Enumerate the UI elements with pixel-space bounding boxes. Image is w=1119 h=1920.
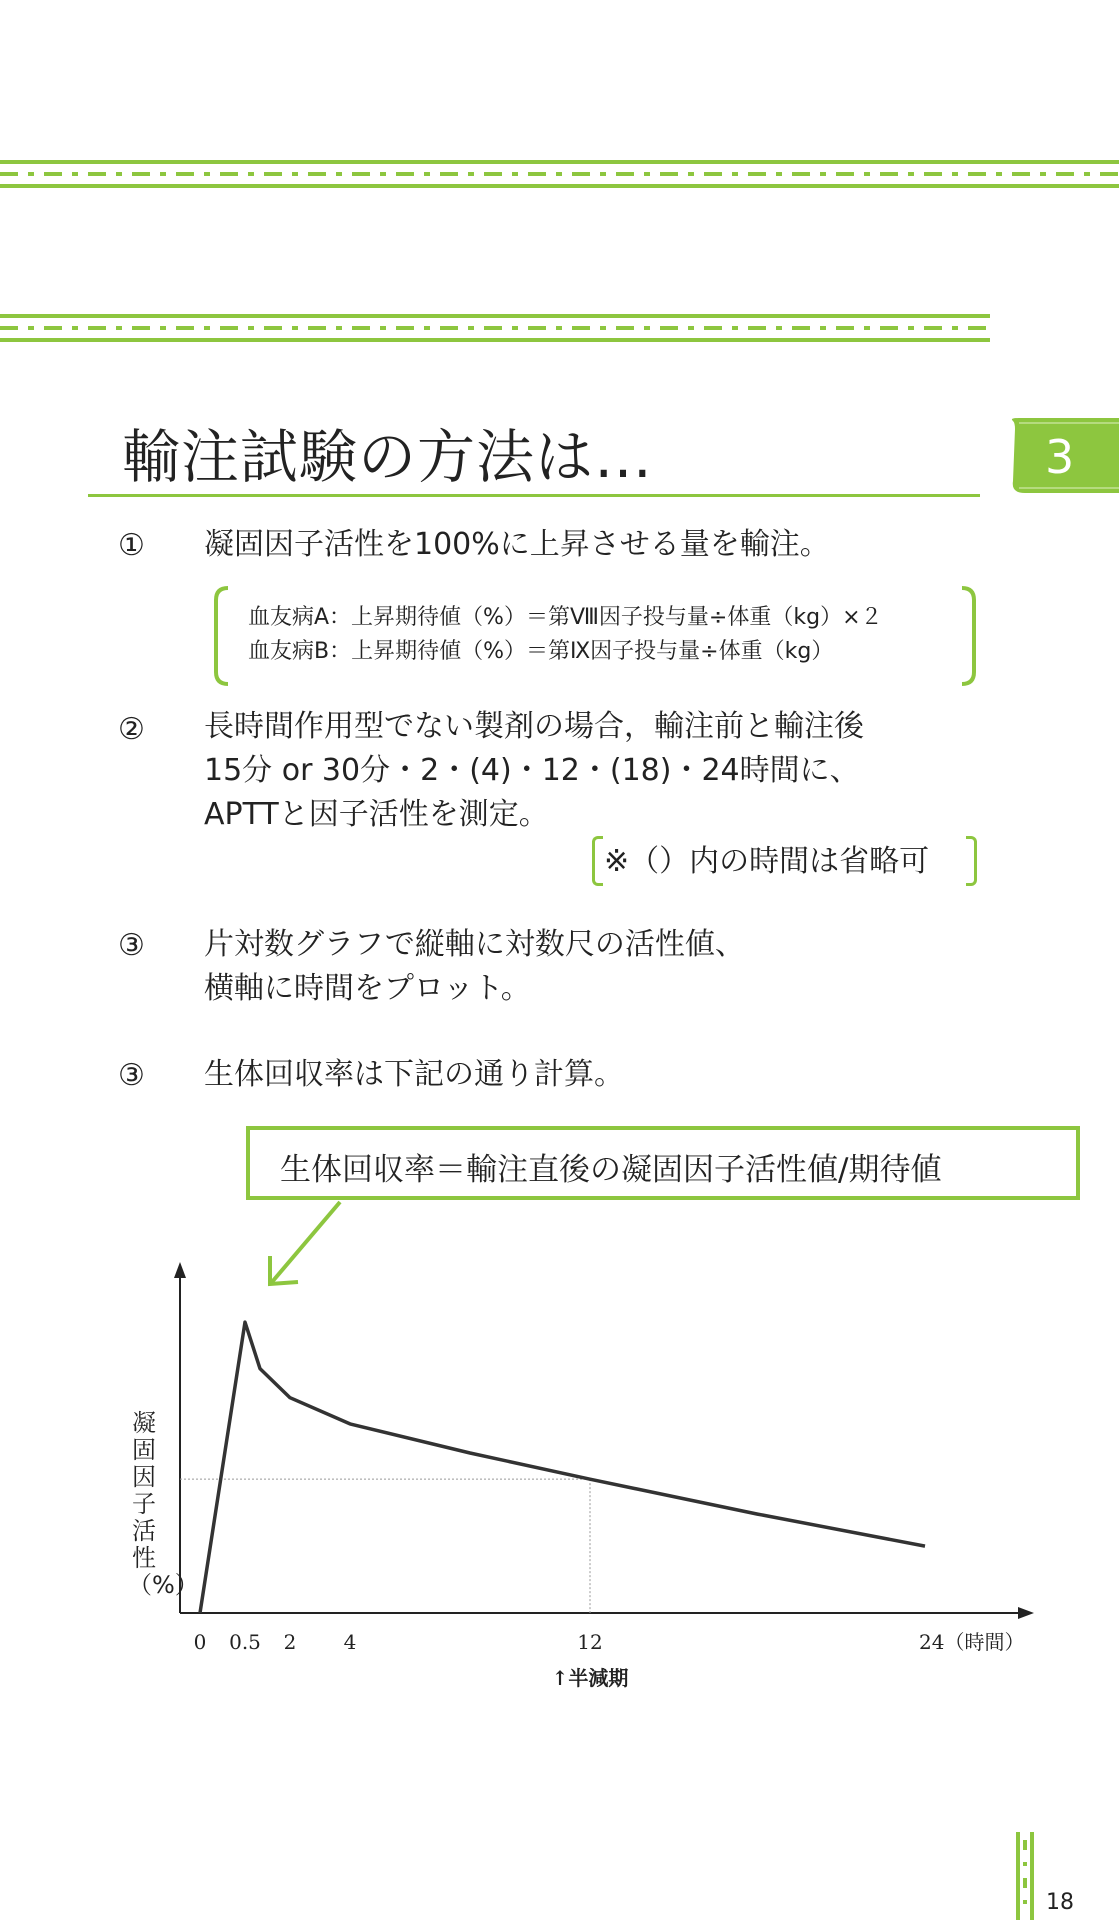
activity-curve xyxy=(200,1322,925,1613)
step-1-text: 凝固因子活性を100%に上昇させる量を輸注。 xyxy=(204,527,830,562)
step-3-line-2: 横軸に時間をプロット。 xyxy=(204,971,531,1006)
x-tick-label: 0.5 xyxy=(229,1630,261,1654)
step-marker-1: ① xyxy=(118,528,145,563)
mid-band xyxy=(0,314,990,342)
step-2-line-1: 長時間作用型でない製剤の場合，輸注前と輸注後 xyxy=(204,709,864,744)
formula-hemophilia-b: 血友病B：上昇期待値（%）＝第Ⅸ因子投与量÷体重（kg） xyxy=(248,639,834,664)
half-life-chart xyxy=(120,1260,1060,1700)
note-bracket-left xyxy=(592,836,603,886)
page-marker-bar xyxy=(1016,1832,1034,1920)
chart-y-label: 凝固因子活性（%） xyxy=(128,1409,199,1599)
step-marker-2: ② xyxy=(118,712,145,747)
x-tick-label: 4 xyxy=(343,1630,357,1654)
x-tick-label: 2 xyxy=(283,1630,297,1654)
callout-text: 生体回収率＝輸注直後の凝固因子活性値/期待値 xyxy=(280,1152,942,1188)
step-2-line-2: 15分 or 30分・2・(4)・12・(18)・24時間に、 xyxy=(204,753,860,788)
step-marker-4: ③ xyxy=(118,1058,145,1093)
page-number: 18 xyxy=(1046,1890,1074,1915)
step-3-line-1: 片対数グラフで縦軸に対数尺の活性値、 xyxy=(204,927,745,962)
page-title: 輸注試験の方法は… xyxy=(122,423,654,491)
half-life-label: ↑半減期 xyxy=(551,1666,629,1690)
x-tick-label: 12 xyxy=(577,1630,603,1654)
step-2-line-3: APTTと因子活性を測定。 xyxy=(204,797,549,832)
y-axis-arrow xyxy=(174,1262,186,1278)
note-text: ※（）内の時間は省略可 xyxy=(604,844,930,879)
formula-hemophilia-a: 血友病A：上昇期待値（%）＝第Ⅷ因子投与量÷体重（kg）×２ xyxy=(248,605,883,630)
step-4-text: 生体回収率は下記の通り計算。 xyxy=(204,1057,624,1092)
x-axis-arrow xyxy=(1018,1607,1034,1619)
x-tick-label: 0 xyxy=(193,1630,207,1654)
note-bracket-right xyxy=(966,836,977,886)
x-tick-label: 24（時間） xyxy=(919,1630,1025,1654)
recovery-formula-callout xyxy=(246,1126,1080,1200)
title-underline xyxy=(88,494,980,497)
chapter-number: 3 xyxy=(1045,430,1075,484)
step-marker-3: ③ xyxy=(118,928,145,963)
top-band xyxy=(0,160,1119,188)
